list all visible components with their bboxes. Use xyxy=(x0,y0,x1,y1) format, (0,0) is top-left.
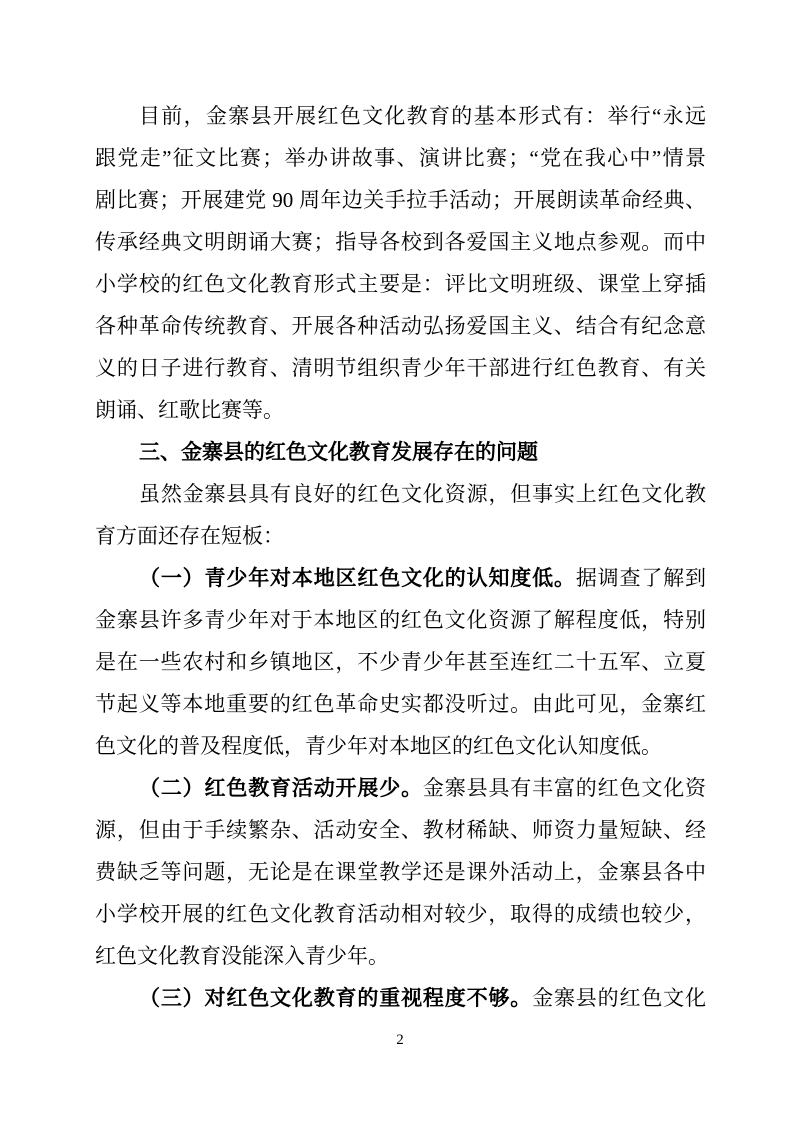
text-line xyxy=(95,599,706,641)
text-run: （三）对红色文化教育的重视程度不够。 xyxy=(139,986,533,1010)
text-run: 金寨县许多青少年对于本地区的红色文化资源了解程度低，特别 xyxy=(95,608,706,632)
text-line xyxy=(95,137,706,179)
text-line xyxy=(95,515,706,557)
text-line xyxy=(95,263,706,305)
text-run: 是在一些农村和乡镇地区，不少青少年甚至连红二十五军、立夏 xyxy=(95,650,706,674)
text-run: 金寨县的红色文化 xyxy=(532,986,707,1010)
text-run: 传承经典文明朗诵大赛；指导各校到各爱国主义地点参观。而中 xyxy=(95,230,706,254)
page-number: 2 xyxy=(396,1032,404,1048)
text-line xyxy=(95,767,706,809)
paragraph xyxy=(95,557,706,767)
paragraph xyxy=(95,767,706,977)
text-run: 金寨县具有丰富的红色文化资 xyxy=(422,776,707,800)
text-run: 目前，金寨县开展红色文化教育的基本形式有：举行“永远 xyxy=(139,104,706,128)
text-run: 各种革命传统教育、开展各种活动弘扬爱国主义、结合有纪念意 xyxy=(95,314,706,338)
text-line xyxy=(95,179,706,221)
text-line xyxy=(95,305,706,347)
text-run: （二）红色教育活动开展少。 xyxy=(139,776,423,800)
text-run: 色文化的普及程度低，青少年对本地区的红色文化认知度低。 xyxy=(95,734,662,758)
text-line xyxy=(95,683,706,725)
text-run: 红色文化教育没能深入青少年。 xyxy=(95,944,389,968)
paragraph xyxy=(95,95,706,431)
text-run: 剧比赛；开展建党 90 周年边关手拉手活动；开展朗读革命经典、 xyxy=(95,188,706,212)
text-run: 费缺乏等问题，无论是在课堂教学还是课外活动上，金寨县各中 xyxy=(95,860,706,884)
text-run: 育方面还存在短板： xyxy=(95,524,284,548)
text-line xyxy=(95,809,706,851)
paragraph xyxy=(95,473,706,557)
text-line xyxy=(95,221,706,263)
text-line xyxy=(95,557,706,599)
text-run: （一）青少年对本地区红色文化的认知度低。 xyxy=(139,566,576,590)
text-run: 义的日子进行教育、清明节组织青少年干部进行红色教育、有关 xyxy=(95,356,706,380)
document-body xyxy=(95,95,706,1019)
text-line xyxy=(95,431,706,473)
text-run: 小学校的红色文化教育形式主要是：评比文明班级、课堂上穿插 xyxy=(95,272,706,296)
text-run: 小学校开展的红色文化教育活动相对较少，取得的成绩也较少， xyxy=(95,902,706,926)
text-line xyxy=(95,347,706,389)
text-run: 据调查了解到 xyxy=(575,566,707,590)
text-run: 三、金寨县的红色文化教育发展存在的问题 xyxy=(139,440,538,464)
text-line xyxy=(95,95,706,137)
paragraph xyxy=(95,977,706,1019)
text-line xyxy=(95,893,706,935)
text-line xyxy=(95,935,706,977)
text-line xyxy=(95,473,706,515)
text-run: 跟党走”征文比赛；举办讲故事、演讲比赛；“党在我心中”情景 xyxy=(95,146,706,170)
text-line xyxy=(95,977,706,1019)
text-line xyxy=(95,851,706,893)
text-run: 节起义等本地重要的红色革命史实都没听过。由此可见，金寨红 xyxy=(95,692,706,716)
section-heading xyxy=(95,431,706,473)
text-line xyxy=(95,725,706,767)
text-run: 朗诵、红歌比赛等。 xyxy=(95,398,284,422)
text-run: 源，但由于手续繁杂、活动安全、教材稀缺、师资力量短缺、经 xyxy=(95,818,706,842)
text-run: 虽然金寨县具有良好的红色文化资源，但事实上红色文化教 xyxy=(139,482,706,506)
text-line xyxy=(95,389,706,431)
text-line xyxy=(95,641,706,683)
